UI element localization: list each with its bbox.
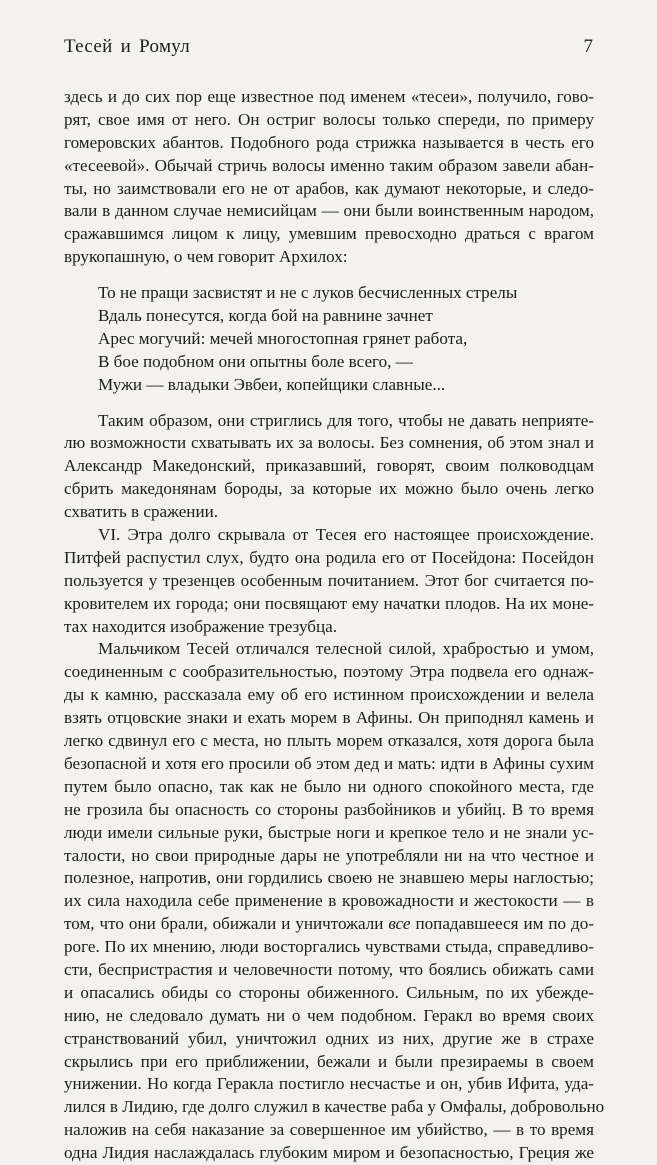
verse-line: То не пращи засвистят и не с луков бесчисленных стрелы (98, 283, 518, 303)
paragraph-1 (64, 86, 594, 269)
text-line: «тесеевой». Обычай стричь волосы именно таким образом завели абан- (64, 155, 594, 175)
text-line: VI. Этра долго скрывала от Тесея его настоящее происхождение. (98, 525, 594, 545)
text-line: странствований убил, уничтожил одних из них, другие же в страхе (64, 1028, 594, 1048)
text-line: схватить в сражении. (64, 502, 219, 522)
page-header (64, 36, 593, 62)
running-title: Тесей и Ромул (64, 36, 191, 57)
text-line: нию, не следовало думать ни о чем подобном. Геракл во время своих (64, 1005, 594, 1025)
text-line: сражавшимся лицом к лицу, умевшим превосходно драться с врагом (64, 224, 594, 244)
text-line: не грозила бы опасность со стороны разбойников и убийц. В то время (64, 799, 594, 819)
text-line: Питфей распустил слух, будто она родила его от Посейдона: Посейдон (64, 547, 594, 567)
text-line: ды к камню, рассказала ему об его истинном происхождении и велела (64, 685, 594, 705)
text-line: том, что они брали, обижали и уничтожали все попадавшееся им по до- (64, 914, 594, 934)
text-line: талости, но свои природные дары не употребляли ни на что честное и (64, 845, 594, 865)
text-line: одна Лидия наслаждалась глубоким миром и безопасностью, Греция же (64, 1143, 594, 1163)
text-line: полезное, напротив, они гордились своею не знавшею меры наглостью; (64, 868, 594, 888)
verse-line: Мужи — владыки Эвбеи, копейщики славные... (98, 374, 446, 394)
text-line: легко сдвинул его с места, но плыть морем отказался, хотя дорога была (64, 731, 594, 751)
text-line: лился в Лидию, где долго служил в качестве раба у Омфалы, добровольно (64, 1097, 605, 1117)
text-line: скрылись при его приближении, бежали и были презираемы в своем (64, 1051, 594, 1071)
text-line: наложив на себя наказание за совершенное им убийство, — в то время (64, 1120, 594, 1140)
text-line: тах находится изображение трезубца. (64, 616, 337, 636)
text-line: роге. По их мнению, люди восторгались чувствами стыда, справедливо- (64, 937, 594, 957)
paragraph-3 (64, 524, 594, 638)
paragraph-4 (64, 638, 605, 1164)
text-line: сбрить македонянам бороды, за которые их можно было очень легко (64, 479, 594, 499)
text-line: унижении. Но когда Геракла постигло несчастье и он, убив Ифита, уда- (64, 1074, 594, 1094)
text-line: соединенным с сообразительностью, поэтому Этра подвела его однаж- (64, 662, 594, 682)
text-line: ты, но заимствовали его не от арабов, как думают некоторые, и следо- (64, 178, 594, 198)
text-line: Александр Македонский, приказавший, говорят, своим полководцам (64, 456, 594, 476)
text-line: врукопашную, о чем говорит Архилох: (64, 247, 348, 267)
verse-quote (64, 282, 594, 396)
text-line: и опасались обиды со стороны обиженного. Сильным, по их убежде- (64, 982, 594, 1002)
page-number: 7 (583, 36, 593, 57)
paragraph-2 (64, 410, 594, 524)
text-line: путем было опасно, так как не было ни одного спокойного места, где (64, 776, 594, 796)
text-line: их сила находила себе применение в кровожадности и жестокости — в (64, 891, 594, 911)
text-line: люди имели сильные руки, быстрые ноги и крепкое тело и не знали ус- (64, 822, 594, 842)
verse-line: В бое подобном они опытны боле всего, — (98, 351, 413, 371)
text-line: лю возможности схватывать их за волосы. Без сомнения, об этом знал и (64, 433, 594, 453)
text-line: рят, свое имя от него. Он остриг волосы только спереди, по примеру (64, 109, 594, 129)
text-line: гомеровских абантов. Подобного рода стрижка называется в честь его (64, 132, 594, 152)
text-line: пользуется у трезенцев особенным почитанием. Этот бог считается по- (64, 570, 594, 590)
page-body (64, 86, 605, 1165)
emphasis-word: все (388, 914, 411, 934)
text-line: Таким образом, они стриглись для того, чтобы не давать неприяте- (98, 410, 594, 430)
text-line: сти, беспристрастия и человечности потому, что боялись обижать сами (64, 959, 594, 979)
verse-line: Вдаль понесутся, когда бой на равнине зачнет (98, 306, 433, 326)
text-line: кровителем их города; они посвящают ему начатки плодов. На их моне- (64, 593, 594, 613)
verse-line: Арес могучий: мечей многостопная грянет работа, (98, 328, 468, 348)
text-line: безопасной и хотя его просили об этом дед и мать: идти в Афины сухим (64, 753, 594, 773)
text-line: Мальчиком Тесей отличался телесной силой, храбростью и умом, (98, 639, 594, 659)
text-line: вали в данном случае немисийцам — они были воинственным народом, (64, 201, 594, 221)
text-line: взять отцовские знаки и ехать морем в Афины. Он приподнял камень и (64, 708, 594, 728)
text-line: здесь и до сих пор еще известное под именем «тесеи», получило, гово- (64, 87, 594, 106)
